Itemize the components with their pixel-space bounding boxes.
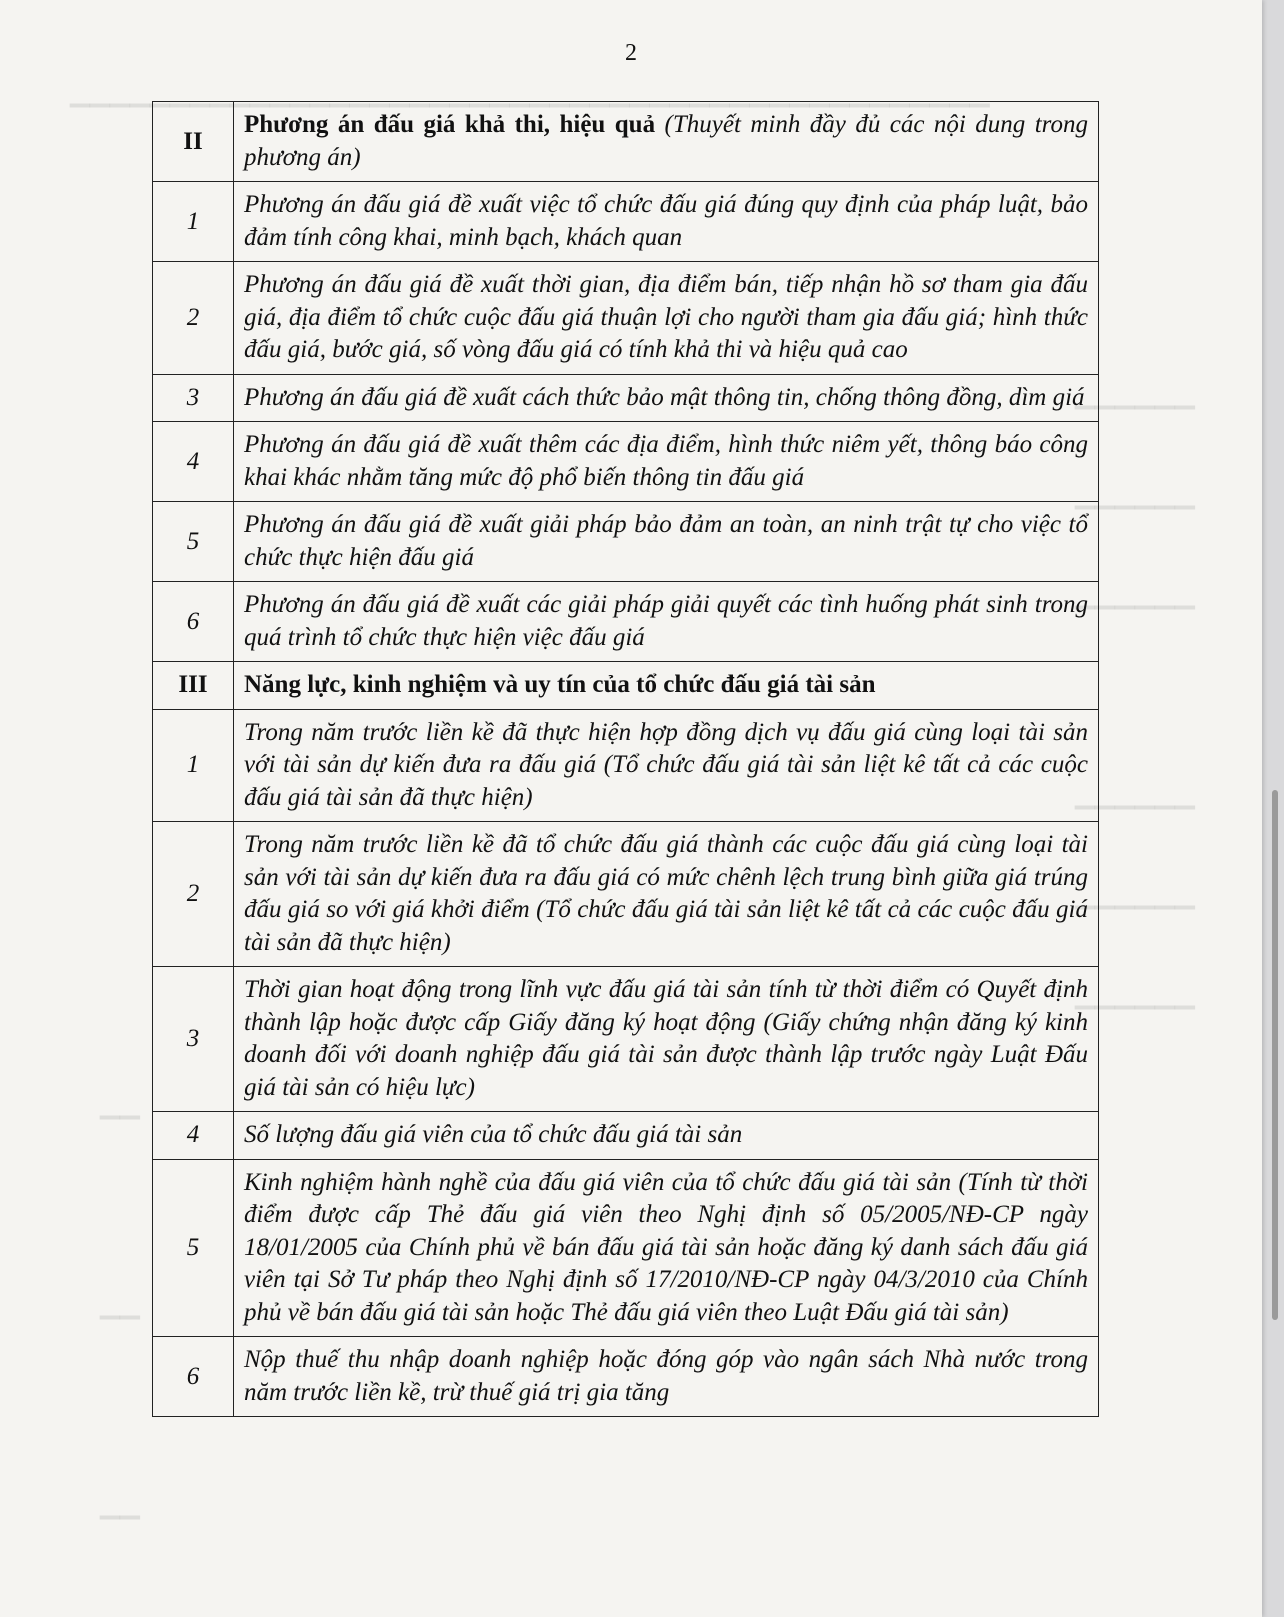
- criterion-row: [153, 262, 1099, 375]
- criterion-text: Trong năm trước liền kề đã thực hiện hợp đồng dịch vụ đấu giá cùng loại tài sản với tài sản dự kiến đưa ra đấu giá (Tổ chức đấu giá tài sản liệt kê tất cả các cuộc đấu giá tài sản đã thực hiện): [234, 709, 1099, 822]
- criterion-row: [153, 582, 1099, 662]
- item-number: 1: [153, 182, 234, 262]
- criterion-text: Phương án đấu giá đề xuất giải pháp bảo đảm an toàn, an ninh trật tự cho việc tổ chức thực hiện đấu giá: [234, 502, 1099, 582]
- page-number: 2: [625, 40, 637, 66]
- criterion-row: [153, 1337, 1099, 1417]
- criterion-text: Trong năm trước liền kề đã tổ chức đấu giá thành các cuộc đấu giá cùng loại tài sản với tài sản dự kiến đưa ra đấu giá có mức chênh lệch trung bình giữa giá trúng đấu giá so với giá khởi điểm (Tổ chức đấu giá tài sản liệt kê tất cả các cuộc đấu giá tài sản đã thực hiện): [234, 822, 1099, 967]
- item-number: 5: [153, 1159, 234, 1337]
- item-number: 2: [153, 262, 234, 375]
- criterion-row: [153, 967, 1099, 1112]
- section-title: Phương án đấu giá khả thi, hiệu quả: [244, 111, 656, 138]
- section-title: Năng lực, kinh nghiệm và uy tín của tổ chức đấu giá tài sản: [244, 671, 876, 698]
- viewer-scrollbar[interactable]: [1272, 790, 1278, 1320]
- criterion-row: [153, 182, 1099, 262]
- item-number: 5: [153, 502, 234, 582]
- bleed-through-texture: ▁▁: [100, 1490, 140, 1519]
- section-heading: [234, 662, 1099, 710]
- criterion-row: [153, 709, 1099, 822]
- criterion-text: Thời gian hoạt động trong lĩnh vực đấu giá tài sản tính từ thời điểm có Quyết định thành lập hoặc được cấp Giấy đăng ký hoạt động (Giấy chứng nhận đăng ký kinh doanh đối với doanh nghiệp đấu giá tài sản được thành lập trước ngày Luật Đấu giá tài sản có hiệu lực): [234, 967, 1099, 1112]
- bleed-through-texture: ▁▁: [100, 1290, 140, 1319]
- section-note: (Thuyết minh đầy đủ các nội dung trong phương án): [244, 111, 1088, 171]
- criterion-row: [153, 1112, 1099, 1160]
- criterion-text: Phương án đấu giá đề xuất thêm các địa điểm, hình thức niêm yết, thông báo công khai khác nhằm tăng mức độ phổ biến thông tin đấu giá: [234, 422, 1099, 502]
- criterion-row: [153, 502, 1099, 582]
- bleed-through-texture: ▁▁▁▁▁▁: [1075, 880, 1195, 909]
- bleed-through-texture: ▁▁: [100, 1090, 140, 1119]
- item-number: 3: [153, 374, 234, 422]
- item-number: 4: [153, 422, 234, 502]
- criterion-text: Phương án đấu giá đề xuất các giải pháp giải quyết các tình huống phát sinh trong quá trình tổ chức thực hiện việc đấu giá: [234, 582, 1099, 662]
- bleed-through-texture: ▁▁▁▁▁▁: [1075, 480, 1195, 509]
- item-number: 1: [153, 709, 234, 822]
- criterion-text: Kinh nghiệm hành nghề của đấu giá viên của tổ chức đấu giá tài sản (Tính từ thời điểm được cấp Thẻ đấu giá viên theo Nghị định số 05/2005/NĐ-CP ngày 18/01/2005 của Chính phủ về bán đấu giá tài sản hoặc đăng ký danh sách đấu giá viên tại Sở Tư pháp theo Nghị định số 17/2010/NĐ-CP ngày 04/3/2010 của Chính phủ về bán đấu giá tài sản hoặc Thẻ đấu giá viên theo Luật Đấu giá tài sản): [234, 1159, 1099, 1337]
- criterion-text: Phương án đấu giá đề xuất thời gian, địa điểm bán, tiếp nhận hồ sơ tham gia đấu giá, địa điểm tổ chức cuộc đấu giá thuận lợi cho người tham gia đấu giá; hình thức đấu giá, bước giá, số vòng đấu giá có tính khả thi và hiệu quả cao: [234, 262, 1099, 375]
- item-number: 3: [153, 967, 234, 1112]
- section-row: [153, 102, 1099, 182]
- criterion-row: [153, 1159, 1099, 1337]
- criterion-text: Số lượng đấu giá viên của tổ chức đấu giá tài sản: [234, 1112, 1099, 1160]
- section-number: III: [153, 662, 234, 710]
- bleed-through-texture: ▁▁▁▁▁▁: [1075, 580, 1195, 609]
- item-number: 2: [153, 822, 234, 967]
- section-row: [153, 662, 1099, 710]
- bleed-through-texture: ▁▁▁▁▁▁: [1075, 780, 1195, 809]
- criterion-text: Phương án đấu giá đề xuất cách thức bảo mật thông tin, chống thông đồng, dìm giá: [234, 374, 1099, 422]
- item-number: 4: [153, 1112, 234, 1160]
- section-heading: [234, 102, 1099, 182]
- criteria-table: [152, 101, 1099, 1417]
- bleed-through-texture: ▁▁▁▁▁▁: [1075, 380, 1195, 409]
- item-number: 6: [153, 582, 234, 662]
- criterion-row: [153, 422, 1099, 502]
- item-number: 6: [153, 1337, 234, 1417]
- criterion-row: [153, 374, 1099, 422]
- criterion-row: [153, 822, 1099, 967]
- bleed-through-texture: ▁▁▁▁▁▁: [1075, 980, 1195, 1009]
- criterion-text: Phương án đấu giá đề xuất việc tổ chức đấu giá đúng quy định của pháp luật, bảo đảm tính công khai, minh bạch, khách quan: [234, 182, 1099, 262]
- bleed-through-texture: ▁▁▁▁▁▁▁▁▁▁▁▁▁▁▁▁▁▁▁▁▁▁▁▁▁▁▁▁▁▁▁▁▁▁▁▁▁▁▁▁▁▁▁▁▁▁: [70, 78, 990, 107]
- criterion-text: Nộp thuế thu nhập doanh nghiệp hoặc đóng góp vào ngân sách Nhà nước trong năm trước liền kề, trừ thuế giá trị gia tăng: [234, 1337, 1099, 1417]
- section-number: II: [153, 102, 234, 182]
